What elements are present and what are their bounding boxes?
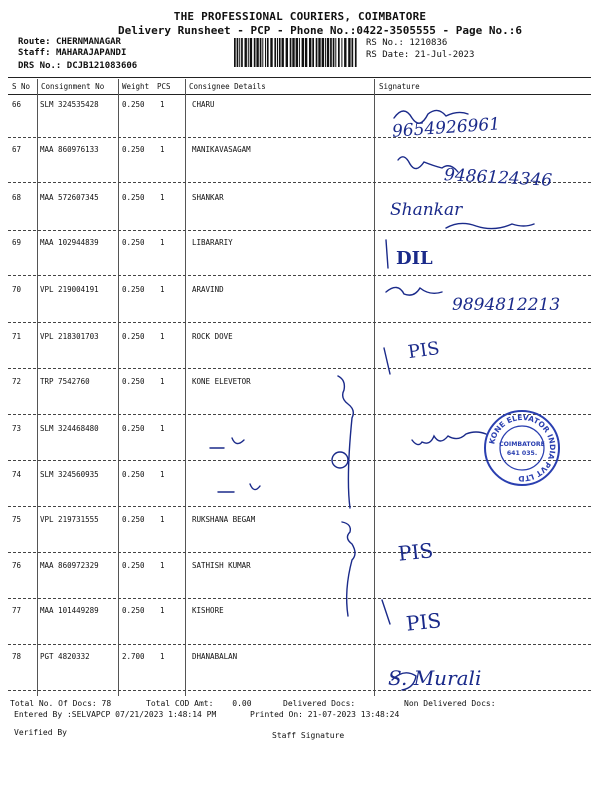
barcode-bar [299, 38, 300, 67]
row-weight: 0.250 [122, 285, 145, 294]
printed-on: Printed On: 21-07-2023 13:48:24 [250, 710, 400, 719]
verified-by: Verified By [14, 728, 67, 737]
col-header-signature: Signature [379, 82, 420, 91]
row-weight: 0.250 [122, 100, 145, 109]
barcode-bar [260, 38, 262, 67]
col-header-sno: S No [12, 82, 31, 91]
barcode-bar [250, 38, 252, 67]
barcode-bar [248, 38, 249, 67]
barcode-bar [265, 38, 266, 67]
runsheet-subtitle: Delivery Runsheet - PCP - Phone No.:0422-3505555 - Page No.:6 [118, 24, 522, 37]
row-pcs: 1 [160, 515, 165, 524]
row-sno: 69 [12, 238, 22, 247]
barcode-bar [322, 38, 324, 67]
row-consignment-no: MAA 860976133 [40, 145, 99, 154]
drs-value: DCJB121083606 [66, 61, 138, 71]
barcode-bar [302, 38, 304, 67]
signature-76: PIS [396, 538, 435, 566]
stamp-city: COIMBATORE [499, 441, 545, 448]
row-consignment-no: VPL 219004191 [40, 285, 99, 294]
row-separator [8, 368, 591, 369]
barcode-bar [344, 38, 346, 67]
drs-field [18, 61, 137, 71]
rs-no-value: 1210836 [409, 38, 448, 48]
signature-69: DIL [396, 248, 433, 269]
staff-label: Staff: [18, 48, 51, 58]
rs-no-field [366, 38, 447, 48]
barcode-bar [290, 38, 292, 67]
header-bottom-rule [8, 94, 591, 95]
staff-field [18, 48, 126, 58]
col-header-pcs: PCS [157, 82, 171, 91]
row-sno: 78 [12, 652, 22, 661]
barcode-bar [292, 38, 294, 67]
barcode-bar [282, 38, 284, 67]
row-pcs: 1 [160, 238, 165, 247]
row-separator [8, 552, 591, 553]
barcode-bar [327, 38, 329, 67]
total-cod-label: Total COD Amt: [146, 699, 214, 708]
row-separator [8, 644, 591, 645]
row-consignee: SHANKAR [192, 193, 224, 202]
row-weight: 0.250 [122, 606, 145, 615]
barcode-bar [245, 38, 247, 67]
staff-value: MAHARAJAPANDI [55, 48, 127, 58]
barcode [233, 38, 357, 67]
row-weight: 0.250 [122, 238, 145, 247]
barcode-bar [237, 38, 239, 67]
row-consignment-no: MAA 860972329 [40, 561, 99, 570]
column-divider [185, 79, 186, 696]
row-sno: 73 [12, 424, 22, 433]
barcode-bar [355, 38, 357, 67]
row-separator [8, 275, 591, 276]
row-separator [8, 598, 591, 599]
row-separator [8, 690, 591, 691]
row-sno: 66 [12, 100, 22, 109]
row-sno: 77 [12, 606, 22, 615]
barcode-bar [262, 38, 263, 67]
staff-signature: Staff Signature [272, 731, 345, 740]
delivered-docs-label: Delivered Docs: [283, 699, 356, 708]
row-weight: 0.250 [122, 332, 145, 341]
row-consignment-no: SLM 324468480 [40, 424, 99, 433]
barcode-bar [318, 38, 320, 67]
row-consignment-no: VPL 219731555 [40, 515, 99, 524]
total-docs-value: 78 [101, 699, 112, 708]
row-separator [8, 322, 591, 323]
row-weight: 0.250 [122, 424, 145, 433]
barcode-bar [256, 38, 258, 67]
company-stamp [482, 408, 562, 488]
barcode-bar [316, 38, 318, 67]
row-pcs: 1 [160, 470, 165, 479]
barcode-bar [352, 38, 354, 67]
row-pcs: 1 [160, 424, 165, 433]
row-consignee: SATHISH KUMAR [192, 561, 251, 570]
route-field [18, 37, 121, 47]
row-consignment-no: MAA 572607345 [40, 193, 99, 202]
row-consignee: DHANABALAN [192, 652, 238, 661]
barcode-bar [239, 38, 240, 67]
row-consignment-no: PGT 4820332 [40, 652, 90, 661]
row-weight: 0.250 [122, 470, 145, 479]
row-consignment-no: SLM 324560935 [40, 470, 99, 479]
barcode-bar [274, 38, 276, 67]
route-label: Route: [18, 37, 51, 47]
rs-date-field [366, 50, 474, 60]
signature-78: S. Murali [388, 666, 482, 690]
row-pcs: 1 [160, 100, 165, 109]
row-sno: 71 [12, 332, 22, 341]
row-consignment-no: SLM 324535428 [40, 100, 99, 109]
row-pcs: 1 [160, 285, 165, 294]
row-weight: 0.250 [122, 377, 145, 386]
header-top-rule [8, 77, 591, 78]
row-consignment-no: MAA 101449289 [40, 606, 99, 615]
row-consignment-no: MAA 102944839 [40, 238, 99, 247]
row-consignee: MANIKAVASAGAM [192, 145, 251, 154]
column-divider [374, 79, 375, 696]
row-weight: 0.250 [122, 145, 145, 154]
stamp-pincode: 641 035. [506, 450, 538, 457]
barcode-bar [270, 38, 272, 67]
barcode-bar [348, 38, 350, 67]
drs-label: DRS No.: [18, 61, 62, 71]
barcode-bar [309, 38, 311, 67]
non-delivered-docs-label: Non Delivered Docs: [404, 699, 496, 708]
signature-71: PIS [406, 337, 441, 364]
barcode-bar [338, 38, 340, 67]
row-pcs: 1 [160, 332, 165, 341]
row-sno: 70 [12, 285, 22, 294]
barcode-bar [267, 38, 269, 67]
row-separator [8, 137, 591, 138]
total-docs [10, 699, 111, 708]
barcode-bar [335, 38, 336, 67]
barcode-bar [254, 38, 256, 67]
row-pcs: 1 [160, 652, 165, 661]
column-divider [37, 79, 38, 696]
row-consignment-no: VPL 218301703 [40, 332, 99, 341]
row-separator [8, 230, 591, 231]
barcode-bar [241, 38, 243, 67]
barcode-bar [234, 38, 236, 67]
entered-by: Entered By :SELVAPCP 07/21/2023 1:48:14 PM [14, 710, 217, 719]
row-consignee: KISHORE [192, 606, 224, 615]
rs-date-value: 21-Jul-2023 [414, 50, 475, 60]
signature-68: Shankar [390, 200, 463, 220]
col-header-weight: Weight [122, 82, 150, 91]
row-sno: 75 [12, 515, 22, 524]
signature-70: 9894812213 [452, 295, 561, 315]
signature-66: 9654926961 [391, 114, 501, 142]
barcode-bar [305, 38, 307, 67]
total-cod-value: 0.00 [232, 699, 252, 708]
row-pcs: 1 [160, 145, 165, 154]
row-weight: 2.700 [122, 652, 145, 661]
row-weight: 0.250 [122, 515, 145, 524]
row-consignee: ROCK DOVE [192, 332, 233, 341]
barcode-bar [341, 38, 342, 67]
row-weight: 0.250 [122, 561, 145, 570]
row-consignee: RUKSHANA BEGAM [192, 515, 256, 524]
row-sno: 68 [12, 193, 22, 202]
row-pcs: 1 [160, 606, 165, 615]
route-value: CHERNMANAGAR [55, 37, 121, 47]
total-cod [146, 699, 252, 708]
barcode-bar [325, 38, 326, 67]
row-pcs: 1 [160, 561, 165, 570]
company-name: THE PROFESSIONAL COURIERS, COIMBATORE [173, 10, 427, 23]
row-sno: 74 [12, 470, 22, 479]
row-sno: 72 [12, 377, 22, 386]
signature-77: PIS [404, 608, 443, 636]
row-consignee: CHARU [192, 100, 215, 109]
stamp-ring-text: KONE ELEVATOR INDIA PVT LTD [487, 412, 558, 484]
row-separator [8, 506, 591, 507]
barcode-bar [296, 38, 298, 67]
row-weight: 0.250 [122, 193, 145, 202]
rs-date-label: RS Date: [366, 50, 410, 60]
signature-67: 9486124346 [443, 165, 553, 191]
rs-no-label: RS No.: [366, 38, 404, 48]
row-consignment-no: TRP 7542760 [40, 377, 90, 386]
col-header-consignee: Consignee Details [189, 82, 266, 91]
row-pcs: 1 [160, 193, 165, 202]
barcode-bar [279, 38, 281, 67]
total-docs-label: Total No. Of Docs: [10, 699, 97, 708]
barcode-bar [330, 38, 332, 67]
barcode-bar [286, 38, 288, 67]
row-consignee: LIBARARIY [192, 238, 233, 247]
column-divider [118, 79, 119, 696]
barcode-bar [312, 38, 314, 67]
row-consignee: KONE ELEVETOR [192, 377, 251, 386]
col-header-consignment: Consignment No [41, 82, 105, 91]
barcode-bar [277, 38, 278, 67]
row-sno: 67 [12, 145, 22, 154]
row-pcs: 1 [160, 377, 165, 386]
row-sno: 76 [12, 561, 22, 570]
row-consignee: ARAVIND [192, 285, 224, 294]
barcode-bar [333, 38, 335, 67]
